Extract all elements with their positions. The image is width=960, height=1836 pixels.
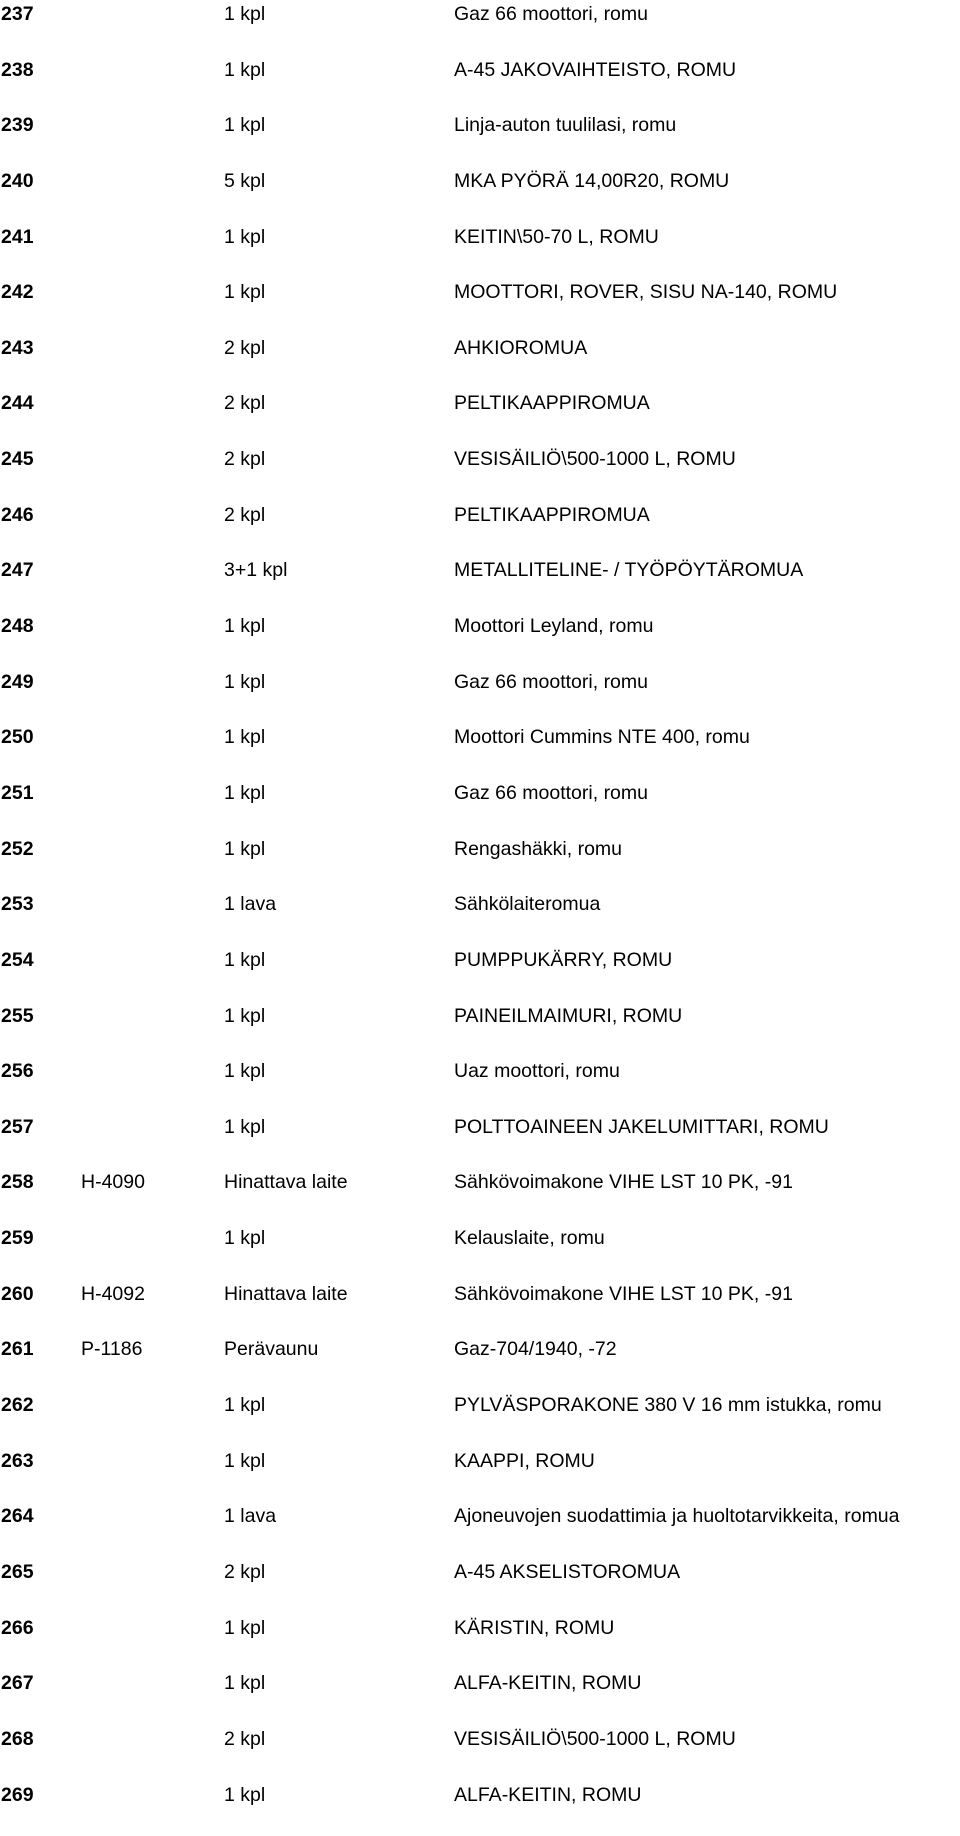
item-number: 261 — [1, 1335, 34, 1363]
item-number: 241 — [1, 223, 34, 251]
item-quantity: 1 kpl — [224, 1781, 265, 1809]
list-item — [0, 389, 960, 445]
item-quantity: 1 kpl — [224, 723, 265, 751]
item-description: A-45 AKSELISTOROMUA — [454, 1558, 680, 1586]
list-item — [0, 278, 960, 334]
item-description: AHKIOROMUA — [454, 334, 587, 362]
item-quantity: 1 kpl — [224, 1614, 265, 1642]
item-description: Sähkövoimakone VIHE LST 10 PK, -91 — [454, 1280, 793, 1308]
item-quantity: Hinattava laite — [224, 1168, 348, 1196]
list-item — [0, 56, 960, 112]
list-item — [0, 1502, 960, 1558]
item-description: MKA PYÖRÄ 14,00R20, ROMU — [454, 167, 729, 195]
list-item — [0, 1280, 960, 1336]
item-description: Moottori Cummins NTE 400, romu — [454, 723, 750, 751]
item-number: 259 — [1, 1224, 34, 1252]
item-number: 265 — [1, 1558, 34, 1586]
list-item — [0, 668, 960, 724]
item-description: Linja-auton tuulilasi, romu — [454, 111, 676, 139]
item-quantity: 1 kpl — [224, 946, 265, 974]
item-quantity: 1 kpl — [224, 779, 265, 807]
item-number: 237 — [1, 0, 34, 28]
list-item — [0, 1669, 960, 1725]
list-item — [0, 890, 960, 946]
list-item — [0, 946, 960, 1002]
item-quantity: 1 kpl — [224, 1224, 265, 1252]
item-description: PUMPPUKÄRRY, ROMU — [454, 946, 672, 974]
item-number: 253 — [1, 890, 34, 918]
item-number: 262 — [1, 1391, 34, 1419]
list-item — [0, 1614, 960, 1670]
item-description: VESISÄILIÖ\500-1000 L, ROMU — [454, 1725, 736, 1753]
item-quantity: 2 kpl — [224, 501, 265, 529]
item-description: Rengashäkki, romu — [454, 835, 622, 863]
item-quantity: 1 kpl — [224, 1057, 265, 1085]
item-quantity: 1 kpl — [224, 1391, 265, 1419]
list-item — [0, 0, 960, 56]
item-description: Gaz 66 moottori, romu — [454, 779, 648, 807]
item-description: Uaz moottori, romu — [454, 1057, 620, 1085]
list-item — [0, 1168, 960, 1224]
item-description: Gaz 66 moottori, romu — [454, 0, 648, 28]
list-item — [0, 1391, 960, 1447]
list-item — [0, 1224, 960, 1280]
item-quantity: 2 kpl — [224, 1558, 265, 1586]
item-quantity: 1 kpl — [224, 835, 265, 863]
item-number: 269 — [1, 1781, 34, 1809]
item-description: METALLITELINE- / TYÖPÖYTÄROMUA — [454, 556, 803, 584]
item-quantity: 1 lava — [224, 890, 276, 918]
item-number: 256 — [1, 1057, 34, 1085]
list-item — [0, 723, 960, 779]
list-item — [0, 1002, 960, 1058]
item-number: 246 — [1, 501, 34, 529]
item-description: PELTIKAAPPIROMUA — [454, 501, 650, 529]
item-quantity: 2 kpl — [224, 1725, 265, 1753]
item-description: Moottori Leyland, romu — [454, 612, 653, 640]
item-number: 240 — [1, 167, 34, 195]
item-code: P-1186 — [81, 1335, 142, 1363]
list-item — [0, 1447, 960, 1503]
list-item — [0, 556, 960, 612]
item-number: 243 — [1, 334, 34, 362]
list-item — [0, 835, 960, 891]
item-description: Gaz 66 moottori, romu — [454, 668, 648, 696]
item-quantity: 1 kpl — [224, 668, 265, 696]
item-number: 249 — [1, 668, 34, 696]
item-description: KEITIN\50-70 L, ROMU — [454, 223, 659, 251]
item-quantity: 1 kpl — [224, 0, 265, 28]
item-number: 258 — [1, 1168, 34, 1196]
item-description: PYLVÄSPORAKONE 380 V 16 mm istukka, romu — [454, 1391, 882, 1419]
list-item — [0, 1725, 960, 1781]
item-number: 260 — [1, 1280, 34, 1308]
item-quantity: 1 kpl — [224, 612, 265, 640]
item-quantity: 1 kpl — [224, 1447, 265, 1475]
item-description: Gaz-704/1940, -72 — [454, 1335, 617, 1363]
item-number: 248 — [1, 612, 34, 640]
item-description: MOOTTORI, ROVER, SISU NA-140, ROMU — [454, 278, 837, 306]
item-quantity: 1 kpl — [224, 278, 265, 306]
item-quantity: 1 kpl — [224, 1113, 265, 1141]
item-number: 254 — [1, 946, 34, 974]
item-quantity: 1 kpl — [224, 111, 265, 139]
item-number: 238 — [1, 56, 34, 84]
item-number: 252 — [1, 835, 34, 863]
item-code: H-4092 — [81, 1280, 145, 1308]
item-description: VESISÄILIÖ\500-1000 L, ROMU — [454, 445, 736, 473]
item-number: 255 — [1, 1002, 34, 1030]
item-description: POLTTOAINEEN JAKELUMITTARI, ROMU — [454, 1113, 829, 1141]
list-item — [0, 1558, 960, 1614]
item-number: 266 — [1, 1614, 34, 1642]
list-item — [0, 1335, 960, 1391]
item-quantity: 1 kpl — [224, 1669, 265, 1697]
item-description: KAAPPI, ROMU — [454, 1447, 595, 1475]
item-quantity: 1 kpl — [224, 223, 265, 251]
item-quantity: 2 kpl — [224, 445, 265, 473]
item-description: PELTIKAAPPIROMUA — [454, 389, 650, 417]
list-item — [0, 779, 960, 835]
list-item — [0, 501, 960, 557]
list-item — [0, 445, 960, 501]
item-description: KÄRISTIN, ROMU — [454, 1614, 614, 1642]
item-quantity: 3+1 kpl — [224, 556, 287, 584]
item-quantity: 2 kpl — [224, 334, 265, 362]
item-description: Sähkölaiteromua — [454, 890, 600, 918]
item-description: A-45 JAKOVAIHTEISTO, ROMU — [454, 56, 736, 84]
item-description: ALFA-KEITIN, ROMU — [454, 1669, 641, 1697]
item-number: 245 — [1, 445, 34, 473]
item-number: 257 — [1, 1113, 34, 1141]
item-quantity: Perävaunu — [224, 1335, 318, 1363]
list-item — [0, 167, 960, 223]
list-item — [0, 334, 960, 390]
item-description: ALFA-KEITIN, ROMU — [454, 1781, 641, 1809]
list-item — [0, 612, 960, 668]
item-code: H-4090 — [81, 1168, 145, 1196]
item-number: 268 — [1, 1725, 34, 1753]
item-quantity: Hinattava laite — [224, 1280, 348, 1308]
item-number: 244 — [1, 389, 34, 417]
list-item — [0, 111, 960, 167]
item-number: 267 — [1, 1669, 34, 1697]
item-number: 247 — [1, 556, 34, 584]
item-quantity: 1 kpl — [224, 1002, 265, 1030]
item-description: Kelauslaite, romu — [454, 1224, 605, 1252]
item-quantity: 2 kpl — [224, 389, 265, 417]
item-quantity: 1 lava — [224, 1502, 276, 1530]
item-quantity: 1 kpl — [224, 56, 265, 84]
list-item — [0, 1113, 960, 1169]
item-description: PAINEILMAIMURI, ROMU — [454, 1002, 682, 1030]
item-number: 250 — [1, 723, 34, 751]
item-number: 264 — [1, 1502, 34, 1530]
item-number: 251 — [1, 779, 34, 807]
list-item — [0, 223, 960, 279]
item-quantity: 5 kpl — [224, 167, 265, 195]
item-number: 239 — [1, 111, 34, 139]
item-description: Ajoneuvojen suodattimia ja huoltotarvikkeita, romua — [454, 1502, 900, 1530]
list-item — [0, 1057, 960, 1113]
item-description: Sähkövoimakone VIHE LST 10 PK, -91 — [454, 1168, 793, 1196]
item-number: 263 — [1, 1447, 34, 1475]
list-item — [0, 1781, 960, 1836]
item-number: 242 — [1, 278, 34, 306]
